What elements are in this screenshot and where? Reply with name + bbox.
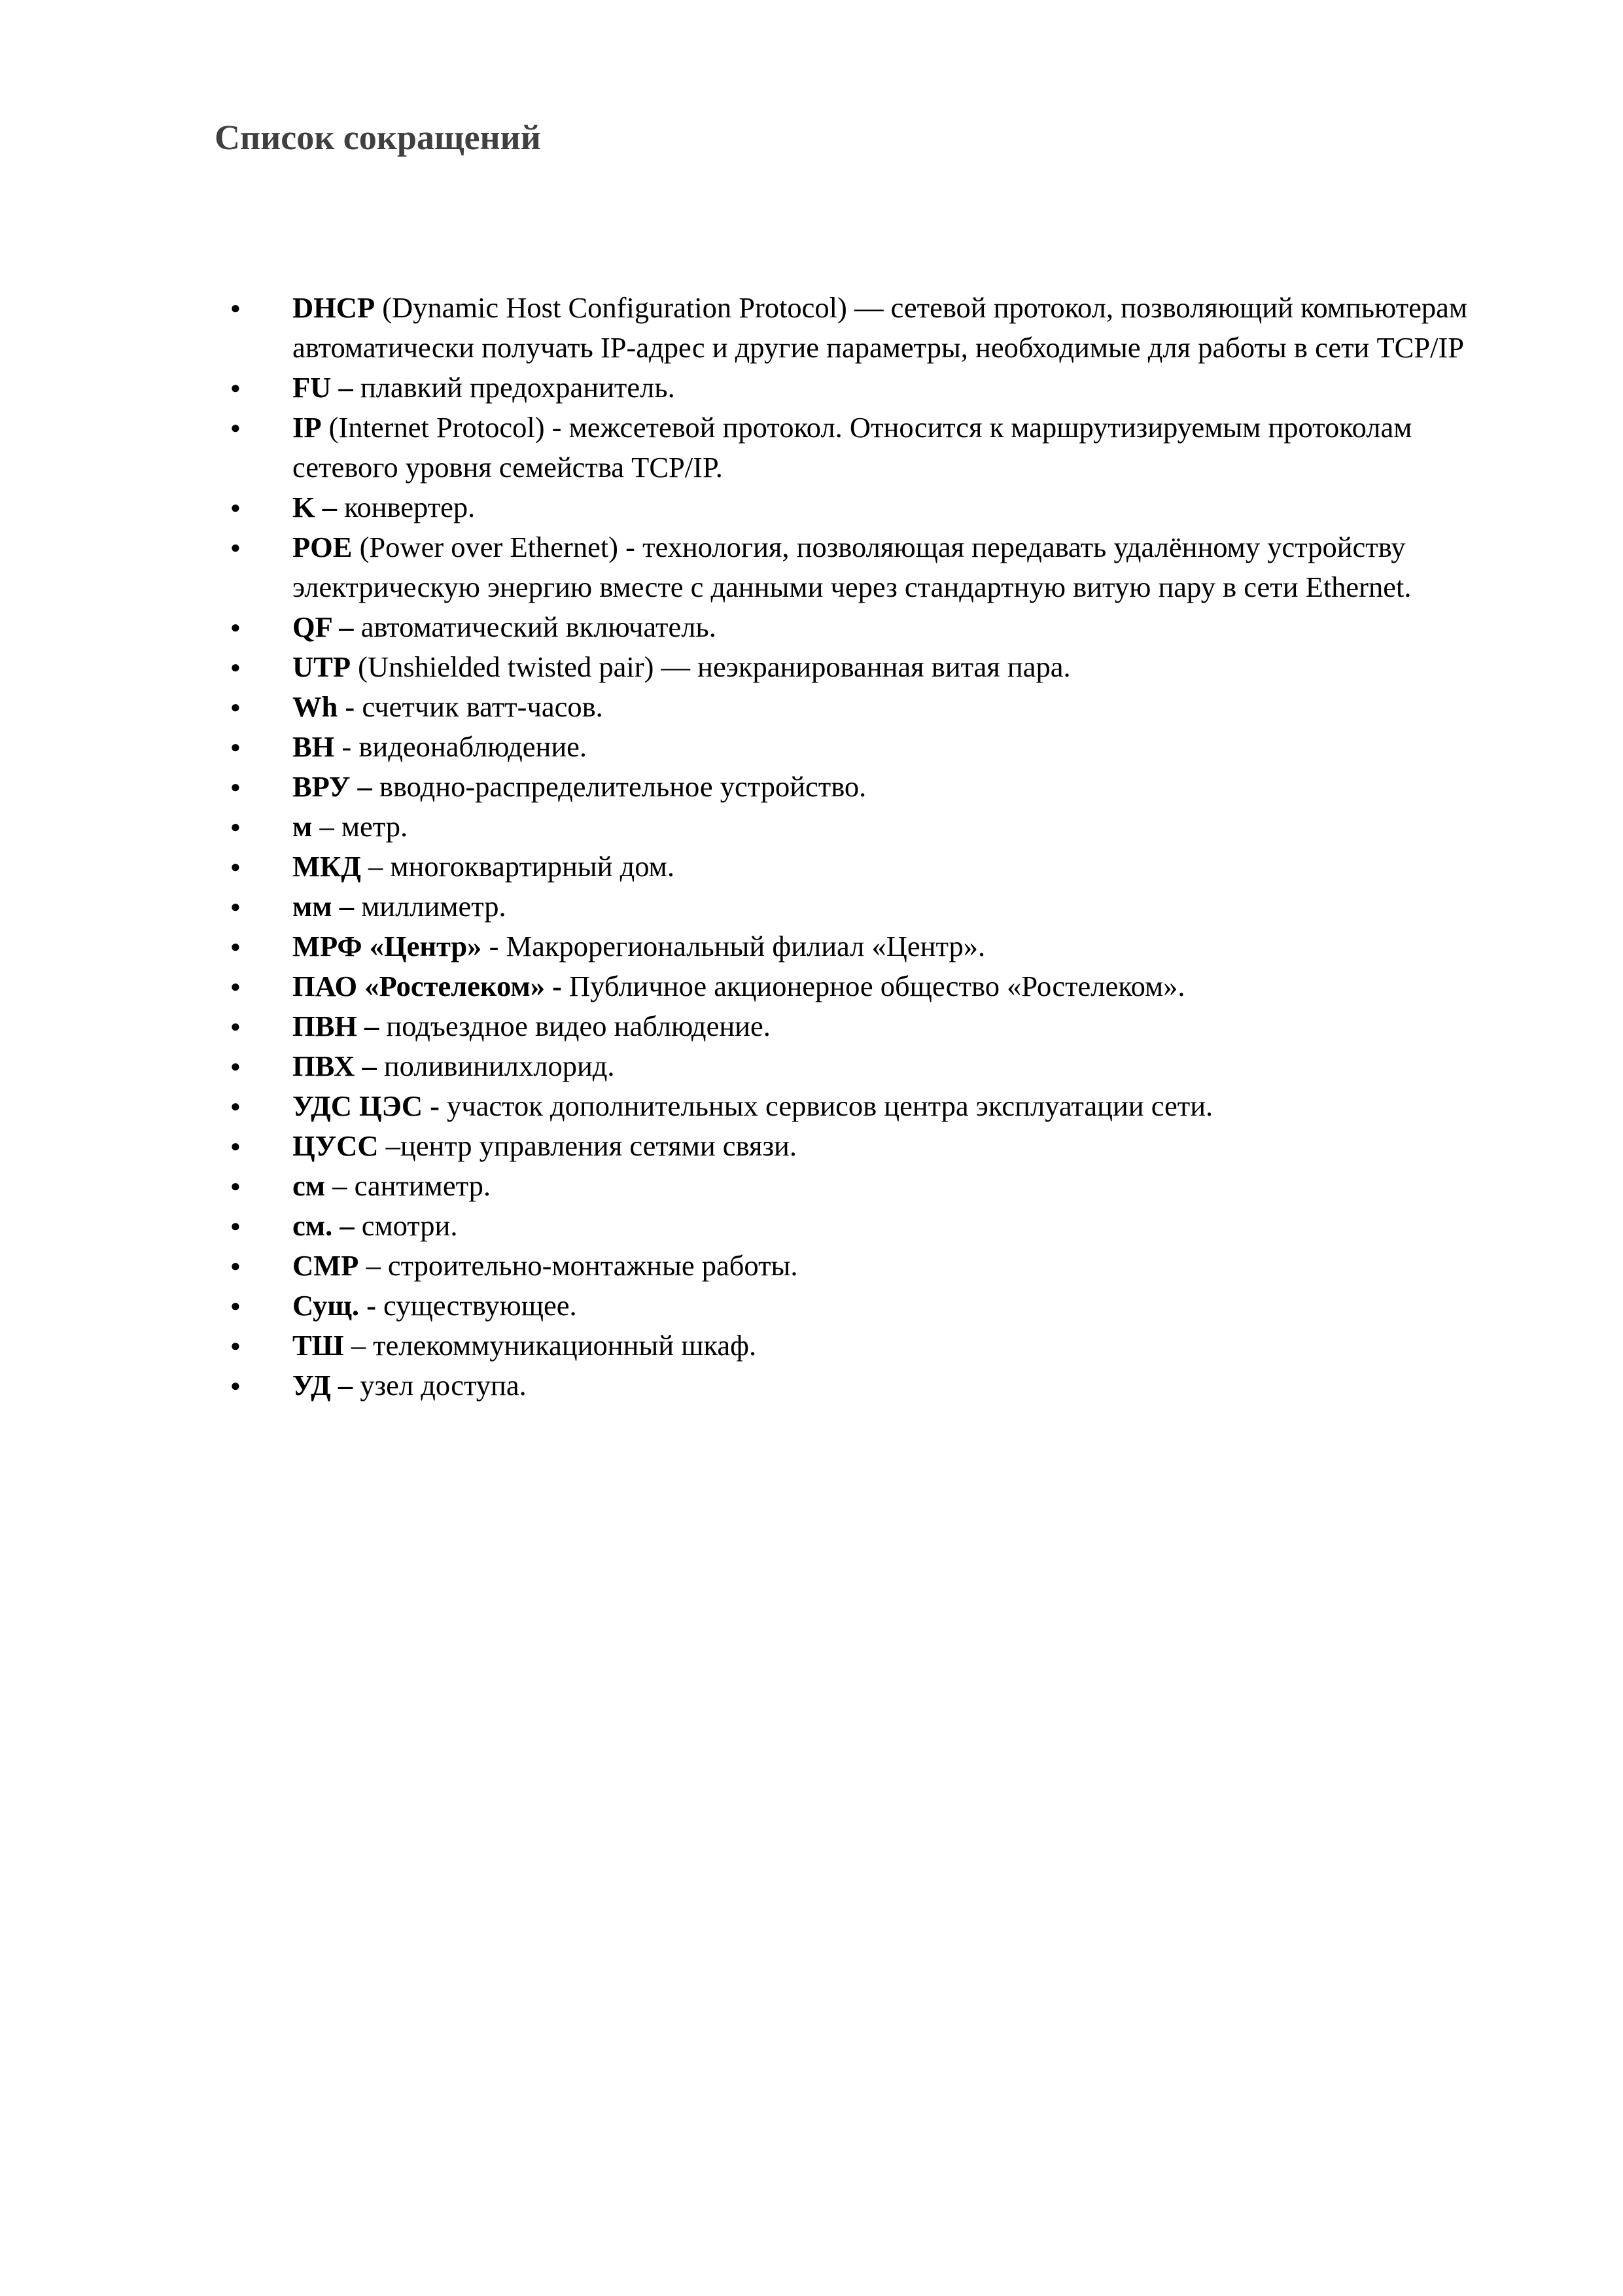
bullet-icon: ● <box>230 1097 241 1116</box>
abbreviation-term: ЦУСС <box>292 1129 379 1162</box>
abbreviation-definition: – телекоммуникационный шкаф. <box>343 1329 757 1362</box>
bullet-icon: ● <box>230 1296 241 1315</box>
abbreviation-definition: конвертер. <box>337 491 476 523</box>
bullet-icon: ● <box>230 298 241 317</box>
list-item <box>0 1086 1623 1126</box>
bullet-icon: ● <box>230 498 241 517</box>
bullet-icon: ● <box>230 1057 241 1076</box>
abbreviation-term: ТШ <box>292 1329 344 1362</box>
bullet-icon: ● <box>230 937 241 956</box>
abbreviation-definition: существующее. <box>375 1289 577 1322</box>
list-item <box>0 1126 1623 1166</box>
abbreviation-term: МКД <box>292 850 361 883</box>
abbreviation-definition: (Internet Protocol) - межсетевой протокол. Относится к маршрутизируемым протоколам сетевого уровня семейства TCP/IP. <box>292 411 1412 484</box>
abbreviation-term: DHCP <box>292 291 375 324</box>
list-item <box>0 807 1623 847</box>
abbreviation-definition: (Unshielded twisted pair) — неэкранированная витая пара. <box>351 650 1071 683</box>
list-item <box>0 647 1623 687</box>
abbreviation-definition: – метр. <box>312 810 408 843</box>
bullet-icon: ● <box>230 698 241 716</box>
list-item <box>0 727 1623 767</box>
list-item <box>0 927 1623 966</box>
abbreviation-definition: – сантиметр. <box>325 1169 491 1202</box>
bullet-icon: ● <box>230 378 241 397</box>
list-item <box>0 1326 1623 1366</box>
abbreviation-term: ПВХ – <box>292 1050 377 1082</box>
abbreviation-definition: автоматический включатель. <box>353 610 716 643</box>
abbreviation-definition: поливинилхлорид. <box>376 1050 615 1082</box>
bullet-icon: ● <box>230 618 241 637</box>
list-item <box>0 847 1623 887</box>
bullet-icon: ● <box>230 1137 241 1156</box>
abbreviation-term: ПВН – <box>292 1010 379 1042</box>
bullet-icon: ● <box>230 817 241 836</box>
abbreviation-term: Сущ. - <box>292 1289 376 1322</box>
abbreviation-term: POE <box>292 531 353 563</box>
list-item <box>0 687 1623 727</box>
abbreviation-definition: – строительно-монтажные работы. <box>358 1249 798 1282</box>
abbreviation-term: ПАО «Ростелеком» - <box>292 970 562 1002</box>
bullet-icon: ● <box>230 1256 241 1275</box>
abbreviation-term: УДС ЦЭС - <box>292 1089 440 1122</box>
list-item <box>0 607 1623 647</box>
bullet-icon: ● <box>230 1216 241 1235</box>
list-item <box>0 966 1623 1006</box>
list-item <box>0 1166 1623 1206</box>
bullet-icon: ● <box>230 857 241 876</box>
abbreviation-definition: миллиметр. <box>354 890 506 923</box>
list-item <box>0 408 1623 487</box>
abbreviation-definition: – многоквартирный дом. <box>360 850 674 883</box>
bullet-icon: ● <box>230 418 241 437</box>
bullet-icon: ● <box>230 737 241 756</box>
list-item <box>0 1286 1623 1326</box>
abbreviation-definition: (Dynamic Host Configuration Protocol) — сетевой протокол, позволяющий компьютерам автоматически получать IP-адрес и другие параметры, необходимые для работы в сети TCP/IP <box>292 291 1468 364</box>
abbreviation-definition: - видеонаблюдение. <box>334 730 587 763</box>
bullet-icon: ● <box>230 977 241 996</box>
abbreviation-term: см. – <box>292 1209 355 1242</box>
list-item <box>0 527 1623 607</box>
bullet-icon: ● <box>230 1336 241 1355</box>
abbreviation-term: Wh - <box>292 690 355 723</box>
abbreviation-definition: (Power over Ethernet) - технология, позволяющая передавать удалённому устройству электрическую энергию вместе с данными через стандартную витую пару в сети Ethernet. <box>292 531 1412 603</box>
list-item <box>0 288 1623 368</box>
abbreviation-term: УД – <box>292 1369 353 1402</box>
abbreviation-term: ВН <box>292 730 335 763</box>
bullet-icon: ● <box>230 897 241 916</box>
abbreviation-term: мм – <box>292 890 354 923</box>
abbreviation-term: м <box>292 810 313 843</box>
list-item <box>0 368 1623 408</box>
abbreviation-definition: Публичное акционерное общество «Ростелеком». <box>561 970 1185 1002</box>
abbreviation-list <box>0 288 1623 1405</box>
abbreviation-definition: счетчик ватт-часов. <box>355 690 603 723</box>
page-title: Список сокращений <box>215 118 541 157</box>
abbreviation-definition: участок дополнительных сервисов центра эксплуатации сети. <box>439 1089 1213 1122</box>
bullet-icon: ● <box>230 538 241 557</box>
list-item <box>0 887 1623 927</box>
abbreviation-definition: подъездное видео наблюдение. <box>379 1010 771 1042</box>
abbreviation-definition: смотри. <box>354 1209 458 1242</box>
abbreviation-term: ВРУ – <box>292 770 372 803</box>
abbreviation-definition: - Макрорегиональный филиал «Центр». <box>481 930 986 963</box>
bullet-icon: ● <box>230 1017 241 1036</box>
list-item <box>0 1246 1623 1286</box>
abbreviation-term: IP <box>292 411 322 444</box>
abbreviation-definition: вводно-распределительное устройство. <box>372 770 867 803</box>
abbreviation-definition: –центр управления сетями связи. <box>378 1129 797 1162</box>
list-item <box>0 1206 1623 1246</box>
abbreviation-term: см <box>292 1169 326 1202</box>
bullet-icon: ● <box>230 777 241 796</box>
list-item <box>0 1046 1623 1086</box>
abbreviation-term: UTP <box>292 650 351 683</box>
abbreviation-term: FU – <box>292 371 353 404</box>
list-item <box>0 1006 1623 1046</box>
abbreviation-term: K – <box>292 491 337 523</box>
abbreviation-term: МРФ «Центр» <box>292 930 482 963</box>
abbreviation-definition: узел доступа. <box>353 1369 527 1402</box>
abbreviation-definition: плавкий предохранитель. <box>353 371 675 404</box>
bullet-icon: ● <box>230 658 241 677</box>
list-item <box>0 767 1623 807</box>
abbreviation-term: QF – <box>292 610 354 643</box>
abbreviation-term: СМР <box>292 1249 359 1282</box>
list-item <box>0 1366 1623 1405</box>
bullet-icon: ● <box>230 1376 241 1395</box>
bullet-icon: ● <box>230 1176 241 1195</box>
list-item <box>0 487 1623 527</box>
